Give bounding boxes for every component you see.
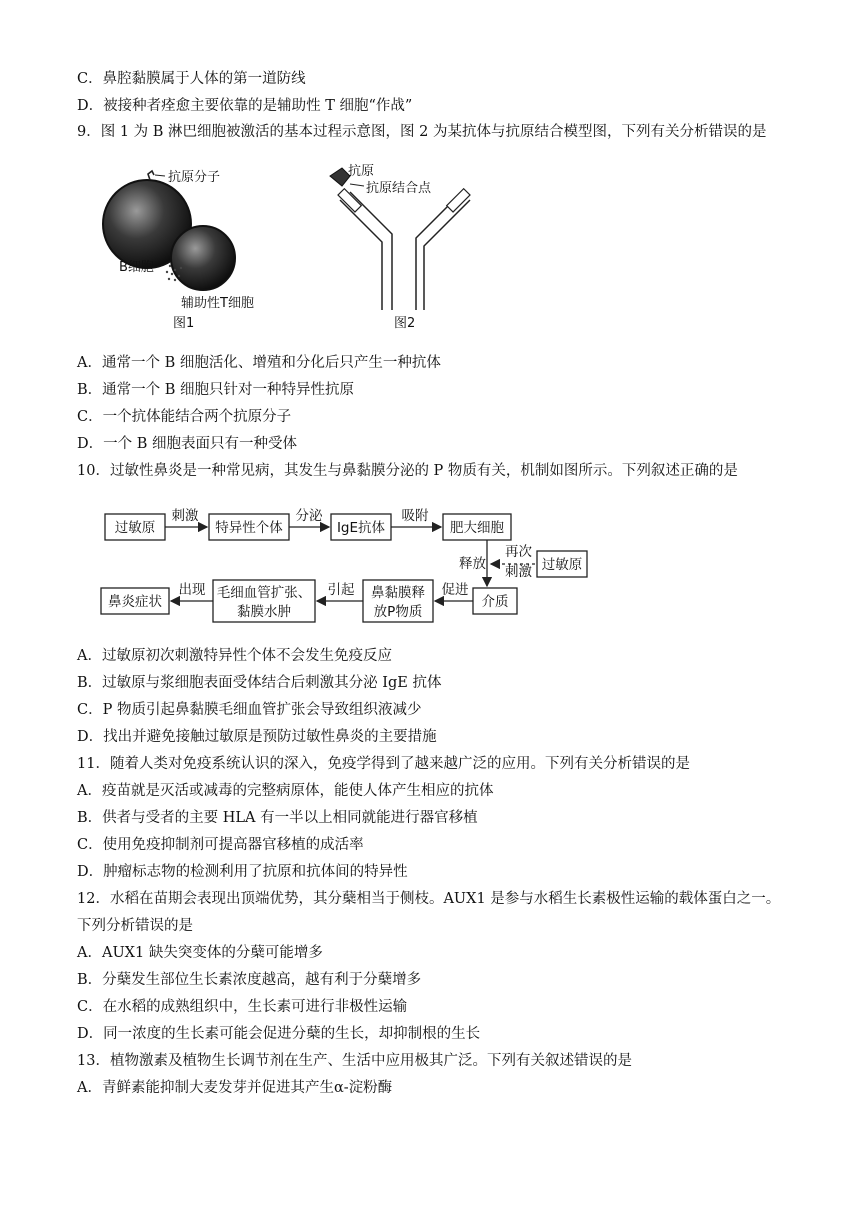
flow-specific-individual: 特异性个体 [215,520,283,536]
q11-stem: 11．随着人类对免疫系统认识的深入，免疫学得到了越来越广泛的应用。下列有关分析错误的是 [77,756,690,772]
fig1-b-cell-label: B细胞 [119,260,154,275]
antigen-icon [330,168,350,186]
q11-option-c: C．使用免疫抑制剂可提高器官移植的成活率 [77,837,364,853]
q10-option-c: C．P 物质引起鼻黏膜毛细血管扩张会导致组织液减少 [77,702,422,718]
q9-option-d: D．一个 B 细胞表面只有一种受体 [77,436,297,452]
q9-option-a: A．通常一个 B 细胞活化、增殖和分化后只产生一种抗体 [77,355,441,371]
q9-stem: 9．图 1 为 B 淋巴细胞被激活的基本过程示意图，图 2 为某抗体与抗原结合模型图，下列有关分析错误的是 [77,124,767,140]
q13-stem: 13．植物激素及植物生长调节剂在生产、生活中应用极其广泛。下列有关叙述错误的是 [77,1053,632,1069]
q10-option-b: B．过敏原与浆细胞表面受体结合后刺激其分泌 IgE 抗体 [77,675,442,691]
q10-option-d: D．找出并避免接触过敏原是预防过敏性鼻炎的主要措施 [77,729,437,745]
q12-option-b: B．分蘖发生部位生长素浓度越高，越有利于分蘖增多 [77,972,422,988]
q10-stem: 10．过敏性鼻炎是一种常见病，其发生与鼻黏膜分泌的 P 物质有关，机制如图所示。下列叙述正确的是 [77,463,738,479]
fig1-antigen-label: 抗原分子 [168,170,221,185]
flow-mediator: 介质 [481,594,509,610]
q9-option-c: C．一个抗体能结合两个抗原分子 [77,409,292,425]
q10-option-a: A．过敏原初次刺激特异性个体不会发生免疫反应 [77,648,392,664]
q13-option-a: A．青鲜素能抑制大麦发芽并促进其产生α-淀粉酶 [77,1080,393,1096]
flow-mucosa-2: 放P物质 [373,604,423,620]
flow-appear: 出现 [178,582,206,598]
figure-1-b-cell-activation [95,160,285,335]
q12-option-a: A．AUX1 缺失突变体的分蘖可能增多 [77,945,323,961]
flow-capillary-2: 黏膜水肿 [237,604,291,620]
fig2-caption: 图2 [394,316,416,331]
flow-again-2: 刺激 [505,564,532,580]
q11-option-d: D．肿瘤标志物的检测利用了抗原和抗体间的特异性 [77,864,408,880]
q11-option-a: A．疫苗就是灭活或减毒的完整病原体，能使人体产生相应的抗体 [77,783,494,799]
q8-option-c: C．鼻腔黏膜属于人体的第一道防线 [77,71,306,87]
flow-promote: 促进 [441,582,469,598]
fig1-helper-t-label: 辅助性T细胞 [181,296,254,311]
fig1-caption: 图1 [173,316,195,331]
q12-option-d: D．同一浓度的生长素可能会促进分蘖的生长，却抑制根的生长 [77,1026,481,1042]
flow-release: 释放 [459,556,486,572]
flow-allergen: 过敏原 [114,520,156,536]
fig2-antigen-label: 抗原 [348,164,375,179]
flow-again-1: 再次 [505,544,532,560]
flow-secrete: 分泌 [295,508,323,524]
fig2-binding-site-label: 抗原结合点 [366,181,432,196]
flow-cause: 引起 [327,582,355,598]
q12-option-c: C．在水稻的成熟组织中，生长素可进行非极性运输 [77,999,408,1015]
antigen-molecule-icon [148,171,154,180]
flow-stimulate: 刺激 [171,508,199,524]
helper-t-cell-shape [171,226,235,290]
q12-stem: 12．水稻在苗期会表现出顶端优势，其分蘖相当于侧枝。AUX1 是参与水稻生长素极性运输的载体蛋白之一。 [77,891,781,907]
figure-2-antibody-model [320,160,480,335]
flow-allergen-again: 过敏原 [541,557,583,573]
allergic-rhinitis-flowchart [95,500,595,630]
flow-mast-cell: 肥大细胞 [450,520,504,536]
flow-rhinitis: 鼻炎症状 [108,594,162,610]
flow-adsorb: 吸附 [401,508,429,524]
flow-mucosa-1: 鼻黏膜释 [371,585,425,601]
q8-option-d: D．被接种者痊愈主要依靠的是辅助性 T 细胞“作战” [77,98,413,114]
flow-capillary-1: 毛细血管扩张、 [216,585,312,601]
q9-option-b: B．通常一个 B 细胞只针对一种特异性抗原 [77,382,355,398]
q11-option-b: B．供者与受者的主要 HLA 有一半以上相同就能进行器官移植 [77,810,478,826]
flow-ige-antibody: IgE抗体 [336,520,386,536]
q12-stem-cont: 下列分析错误的是 [77,918,193,934]
